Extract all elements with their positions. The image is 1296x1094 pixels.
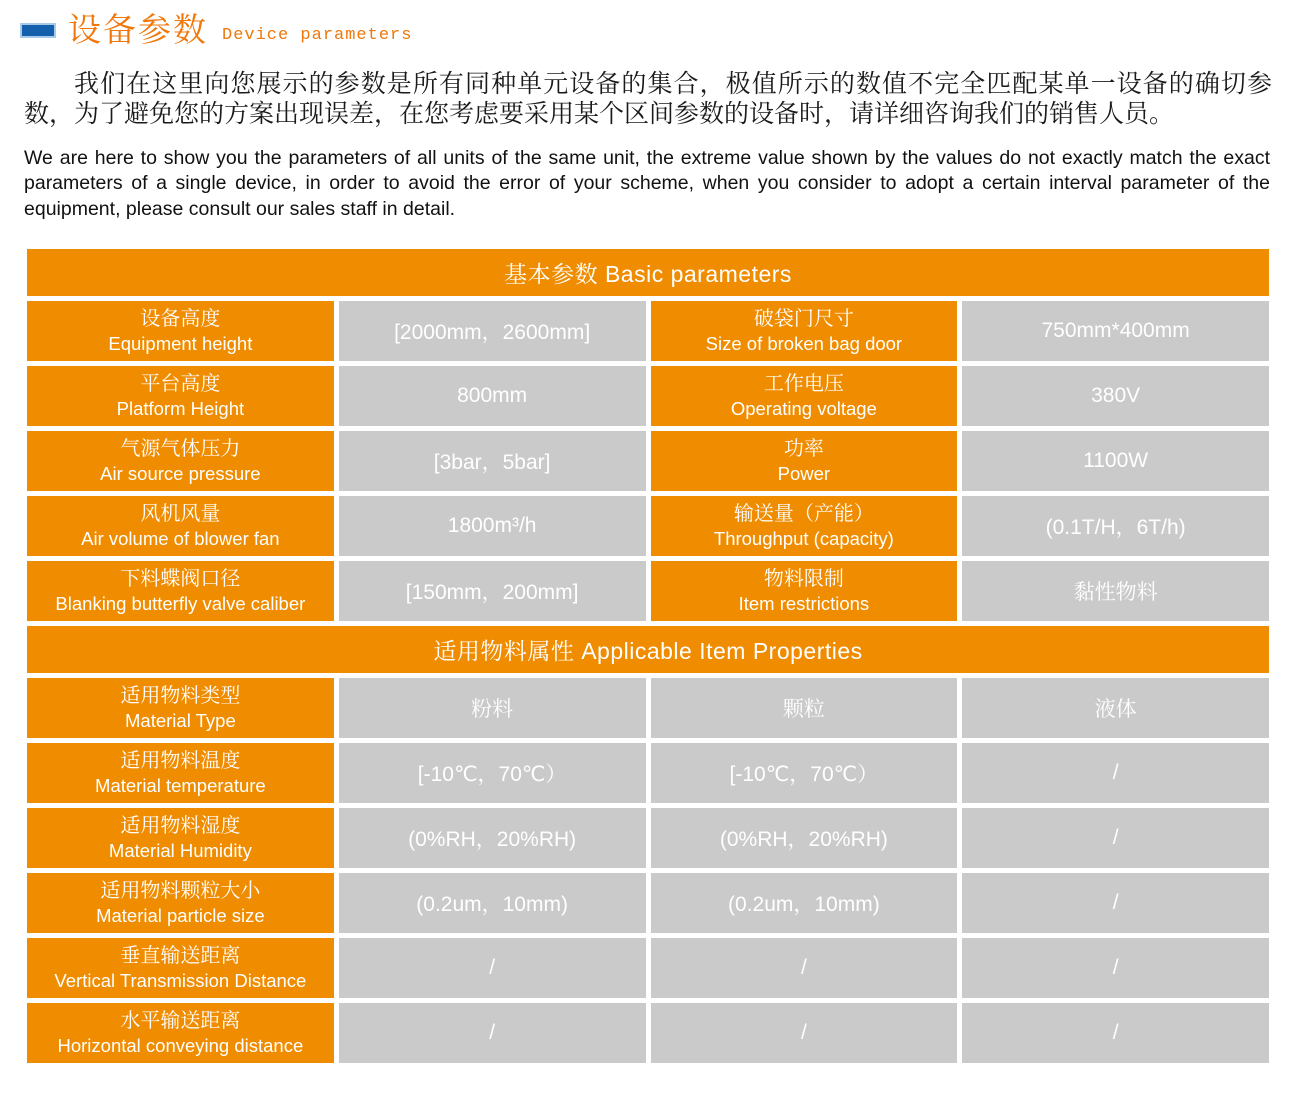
param-label-cell — [27, 678, 334, 738]
param-value-cell: [3bar，5bar] — [339, 431, 646, 491]
param-value-cell: [-10℃，70℃） — [651, 743, 958, 803]
param-value-cell: / — [962, 808, 1269, 868]
param-value-cell: / — [339, 938, 646, 998]
param-label-cell — [651, 301, 958, 361]
param-value-cell: (0.2um，10mm) — [651, 873, 958, 933]
param-label-cell — [27, 496, 334, 556]
param-label-en: Platform Height — [116, 398, 245, 420]
param-value-cell: / — [651, 938, 958, 998]
param-label-cn: 风机风量 — [140, 503, 221, 526]
param-label-en: Material Type — [125, 710, 236, 732]
param-label-cell — [27, 743, 334, 803]
param-value-cell: (0%RH，20%RH) — [651, 808, 958, 868]
param-label-cn: 垂直输送距离 — [120, 945, 241, 968]
param-label-cn: 适用物料湿度 — [120, 815, 241, 838]
param-label-cell — [651, 431, 958, 491]
param-label-en: Air source pressure — [100, 463, 261, 485]
param-label-en: Air volume of blower fan — [81, 528, 280, 550]
param-label-en: Size of broken bag door — [705, 333, 903, 355]
param-value-cell: 1800m³/h — [339, 496, 646, 556]
param-value-cell: 800mm — [339, 366, 646, 426]
param-value-cell: [-10℃，70℃） — [339, 743, 646, 803]
page-header — [0, 0, 1296, 56]
param-value-cell: (0.1T/H，6T/h) — [962, 496, 1269, 556]
param-value-cell: (0.2um，10mm) — [339, 873, 646, 933]
section-header-applicable: 适用物料属性 Applicable Item Properties — [27, 626, 1269, 673]
param-label-en: Throughput (capacity) — [713, 528, 894, 550]
param-label-en: Material Humidity — [108, 840, 252, 862]
param-label-en: Vertical Transmission Distance — [54, 970, 307, 992]
param-label-en: Operating voltage — [730, 398, 877, 420]
param-label-cn: 工作电压 — [763, 373, 844, 396]
param-value-cell: 液体 — [962, 678, 1269, 738]
param-value-cell: 颗粒 — [651, 678, 958, 738]
param-value-cell: / — [962, 938, 1269, 998]
param-label-cell — [27, 366, 334, 426]
param-value-cell: 380V — [962, 366, 1269, 426]
param-label-cell — [651, 496, 958, 556]
param-label-en: Power — [777, 463, 831, 485]
param-value-cell: 粉料 — [339, 678, 646, 738]
param-label-cell — [27, 938, 334, 998]
param-value-cell: / — [339, 1003, 646, 1063]
param-value-cell: / — [962, 873, 1269, 933]
param-label-cn: 破袋门尺寸 — [753, 308, 854, 331]
param-label-cn: 气源气体压力 — [120, 438, 241, 461]
param-label-cn: 功率 — [783, 438, 824, 461]
intro-paragraph-cn: 我们在这里向您展示的参数是所有同种单元设备的集合，极值所示的数值不完全匹配某单一设备的确切参数，为了避免您的方案出现误差，在您考虑要采用某个区间参数的设备时，请详细咨询我们的销售人员。 — [24, 70, 1272, 128]
blue-dash-icon — [20, 23, 56, 38]
page-title-en: Device parameters — [222, 26, 413, 45]
param-value-cell: / — [651, 1003, 958, 1063]
param-label-cell — [27, 873, 334, 933]
param-label-cn: 适用物料类型 — [120, 685, 241, 708]
param-label-cn: 适用物料温度 — [120, 750, 241, 773]
param-label-cell — [27, 301, 334, 361]
param-value-cell: 750mm*400mm — [962, 301, 1269, 361]
param-label-en: Blanking butterfly valve caliber — [55, 593, 306, 615]
param-label-cn: 适用物料颗粒大小 — [100, 880, 261, 903]
param-label-cell — [27, 808, 334, 868]
param-value-cell: [150mm，200mm] — [339, 561, 646, 621]
param-value-cell: [2000mm，2600mm] — [339, 301, 646, 361]
param-label-en: Material particle size — [96, 905, 265, 927]
param-value-cell: (0%RH，20%RH) — [339, 808, 646, 868]
param-label-cell — [27, 1003, 334, 1063]
param-label-en: Item restrictions — [738, 593, 870, 615]
section-header-basic: 基本参数 Basic parameters — [27, 249, 1269, 296]
param-value-cell: 黏性物料 — [962, 561, 1269, 621]
spec-table — [27, 249, 1269, 1063]
intro-paragraph-en: We are here to show you the parameters of all units of the same unit, the extreme value shown by the values do not exactly match the exact parameters of a single device, in order to avoid the error of your scheme, when you consider to adopt a certain interval parameter of the equipment, please consult our sales staff in detail. — [24, 147, 1270, 220]
param-label-cn: 水平输送距离 — [120, 1010, 241, 1033]
param-label-en: Equipment height — [108, 333, 253, 355]
param-label-cell — [651, 561, 958, 621]
param-label-cell — [27, 561, 334, 621]
param-label-en: Horizontal conveying distance — [57, 1035, 304, 1057]
param-value-cell: 1100W — [962, 431, 1269, 491]
param-label-cn: 输送量（产能） — [733, 503, 874, 526]
param-label-cell — [27, 431, 334, 491]
param-label-cell — [651, 366, 958, 426]
param-label-cn: 设备高度 — [140, 308, 221, 331]
param-label-cn: 平台高度 — [140, 373, 221, 396]
param-value-cell: / — [962, 1003, 1269, 1063]
param-value-cell: / — [962, 743, 1269, 803]
param-label-cn: 物料限制 — [763, 568, 844, 591]
param-label-en: Material temperature — [95, 775, 266, 797]
page-title-cn: 设备参数 — [68, 11, 208, 48]
param-label-cn: 下料蝶阀口径 — [120, 568, 241, 591]
